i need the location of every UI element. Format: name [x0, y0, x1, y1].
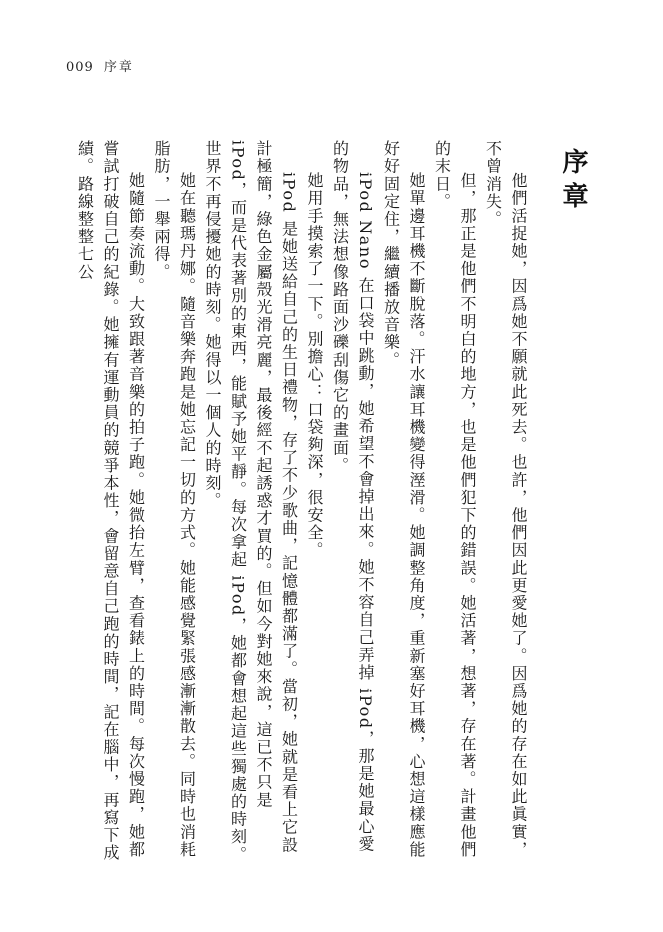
running-title: 序章 [103, 60, 134, 75]
paragraph: 她在聽瑪丹娜。隨音樂奔跑是她忘記一切的方式。她能感覺緊張感漸漸散去。同時也消耗脂肪，一舉兩得。 [152, 140, 197, 859]
paragraph: 她單邊耳機不斷脫落。汗水讓耳機變得溼滑。她調整角度，重新塞好耳機，心想這樣應能好好固定住，繼續播放音樂。 [381, 140, 426, 859]
paragraph: 她隨節奏流動。大致跟著音樂的拍子跑。她微抬左臂，查看錶上的時間。每次慢跑，她都嘗試打破自己的紀錄。她擁有運動員的競爭本性，會留意自己跑的時間，記在腦中，再寫下成績。路線整整七公 [75, 140, 146, 862]
paragraph: 但，那正是他們不明白的地方，也是他們犯下的錯誤。她活著，想著，存在著。計畫他們的末日。 [432, 140, 477, 859]
paragraph: 他們活捉她，因爲她不願就此死去。也許，他們因此更愛她了。因爲她的存在如此眞實，不曾消失。 [483, 140, 528, 859]
vertical-body-text [63, 140, 593, 870]
paragraph: 她用手摸索了一下。別擔心：口袋夠深，很安全。 [305, 172, 324, 560]
page-header [66, 56, 134, 75]
chapter-title: 序章 [558, 148, 588, 216]
paragraph: iPod 是她送給自己的生日禮物，存了不少歌曲，記憶體都滿了。當初，她就是看上它設計極簡，綠色金屬殼光滑亮麗，最後經不起誘惑才買的。但如今對她來說，這已不只是 iPod，而是代表著別的東西，能賦予她平靜。每次拿起 iPod，她都會想起這些獨處的時刻。世界不再侵擾她的時刻。她得以一個人的時刻。 [203, 140, 299, 864]
page-number: 009 [66, 60, 94, 75]
paragraph: iPod Nano 在口袋中跳動，她希望不會掉出來。她不容自己弄掉 iPod，那是她最心愛的物品，無法想像路面沙礫刮傷它的畫面。 [330, 140, 375, 853]
